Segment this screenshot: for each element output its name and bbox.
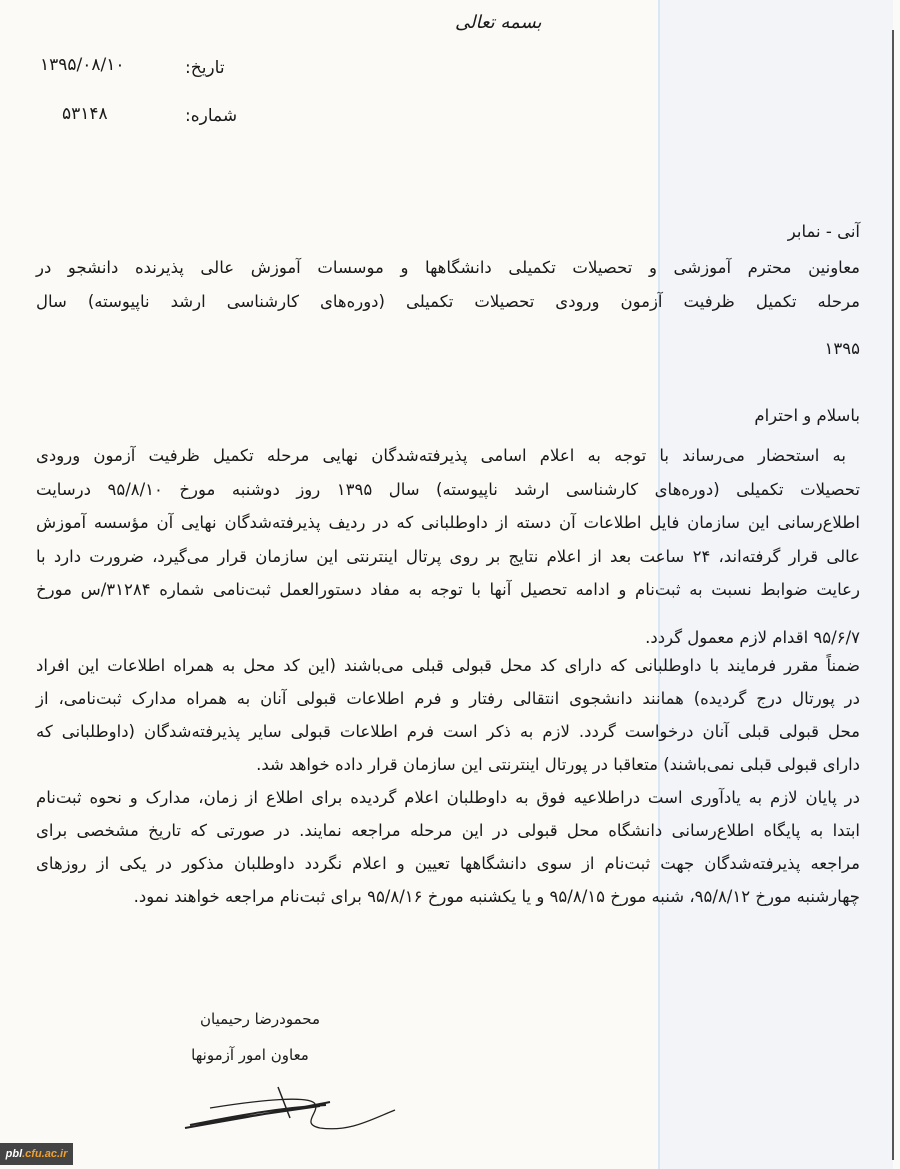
addressee-line: معاونین محترم آموزشی و تحصیلات تکمیلی دانشگاهها و موسسات آموزش عالی پذیرنده دانشجو در [36,258,860,277]
body-line: مراجعه پذیرفته‌شدگان جهت ثبت‌نام از سوی دانشگاهها تعیین و اعلام نگردد داوطلبان مذکور در یکی از روزهای [36,854,860,873]
body-line: عالی قرار گرفته‌اند، ۲۴ ساعت بعد از اعلام نتایج بر روی پرتال اینترنتی این سازمان قرار می‌گیرد، ضرورت دارد با [36,547,861,566]
addressee-line: ۱۳۹۵ [824,339,860,358]
body-line: چهارشنبه مورخ ۹۵/۸/۱۲، شنبه مورخ ۹۵/۸/۱۵ و یا یکشنبه مورخ ۹۵/۸/۱۶ برای ثبت‌نام مراجعه خواهند نمود. [133,887,860,906]
body-line: دارای قبولی قبلی نمی‌باشند) متعاقبا در پورتال اینترنتی این سازمان قرار داده خواهد شد. [256,755,860,774]
body-line: ۹۵/۶/۷ اقدام لازم معمول گردد. [645,628,860,647]
salutation: باسلام و احترام [754,406,860,425]
watermark-domain: .cfu.ac.ir [22,1148,68,1160]
page-edge [892,30,894,1160]
watermark-badge [0,1143,73,1165]
handwritten-signature [90,1080,400,1140]
body-line: در پورتال درج گردیده) همانند دانشجوی انتقالی رفتار و فرم اطلاعات قبولی آنان به همراه مدارک ثبت‌نامی، از [36,689,860,708]
body-line: محل قبولی قبلی آنان درخواست گردد. لازم به ذکر است فرم اطلاعات قبولی سایر پذیرفته‌شدگان (داوطلبانی که [36,722,860,741]
body-line: اطلاع‌رسانی این سازمان فایل اطلاعات آن دسته از داوطلبانی که در ردیف پذیرفته‌شدگان نهایی آن مؤسسه آموزش [36,513,860,532]
body-line: به استحضار می‌رساند با توجه به اعلام اسامی پذیرفته‌شدگان نهایی مرحله تکمیل ظرفیت آزمون ورودی [36,446,846,465]
signatory-name: محمودرضا رحیمیان [200,1010,320,1028]
number-value: ۵۳۱۴۸ [62,104,108,124]
basmala: بسمه تعالی [455,12,542,33]
date-value: ۱۳۹۵/۰۸/۱۰ [40,55,125,75]
body-line: ابتدا به پایگاه اطلاع‌رسانی دانشگاه محل قبولی در این مرحله مراجعه نمایند. در صورتی که تاریخ مشخصی برای [36,821,860,840]
body-line: تحصیلات تکمیلی (دوره‌های کارشناسی ارشد ناپیوسته) سال ۱۳۹۵ روز دوشنبه مورخ ۹۵/۸/۱۰ درسایت [36,480,861,499]
date-label: تاریخ: [185,58,225,78]
body-line: رعایت ضوابط نسبت به ثبت‌نام و ادامه تحصیل آنها با توجه به مفاد دستورالعمل ثبت‌نامی شماره ۳۱۲۸۴/س مورخ [36,580,860,599]
number-label: شماره: [185,106,238,126]
body-line: در پایان لازم به یادآوری است دراطلاعیه فوق به داوطلبان اعلام گردیده برای اطلاع از زمان، مدارک و نحوه ثبت‌نام [36,788,860,807]
urgency-note: آنی - نمابر [787,222,860,241]
body-line: ضمناً مقرر فرمایند با داوطلبانی که دارای کد محل قبولی قبلی می‌باشند (این کد محل به همراه اطلاعات این افراد [36,656,860,675]
watermark-prefix: pbl [5,1148,23,1160]
addressee-line: مرحله تکمیل ظرفیت آزمون ورودی تحصیلات تکمیلی (دوره‌های کارشناسی ارشد ناپیوسته) سال [36,292,860,311]
signatory-title: معاون امور آزمونها [191,1046,309,1064]
